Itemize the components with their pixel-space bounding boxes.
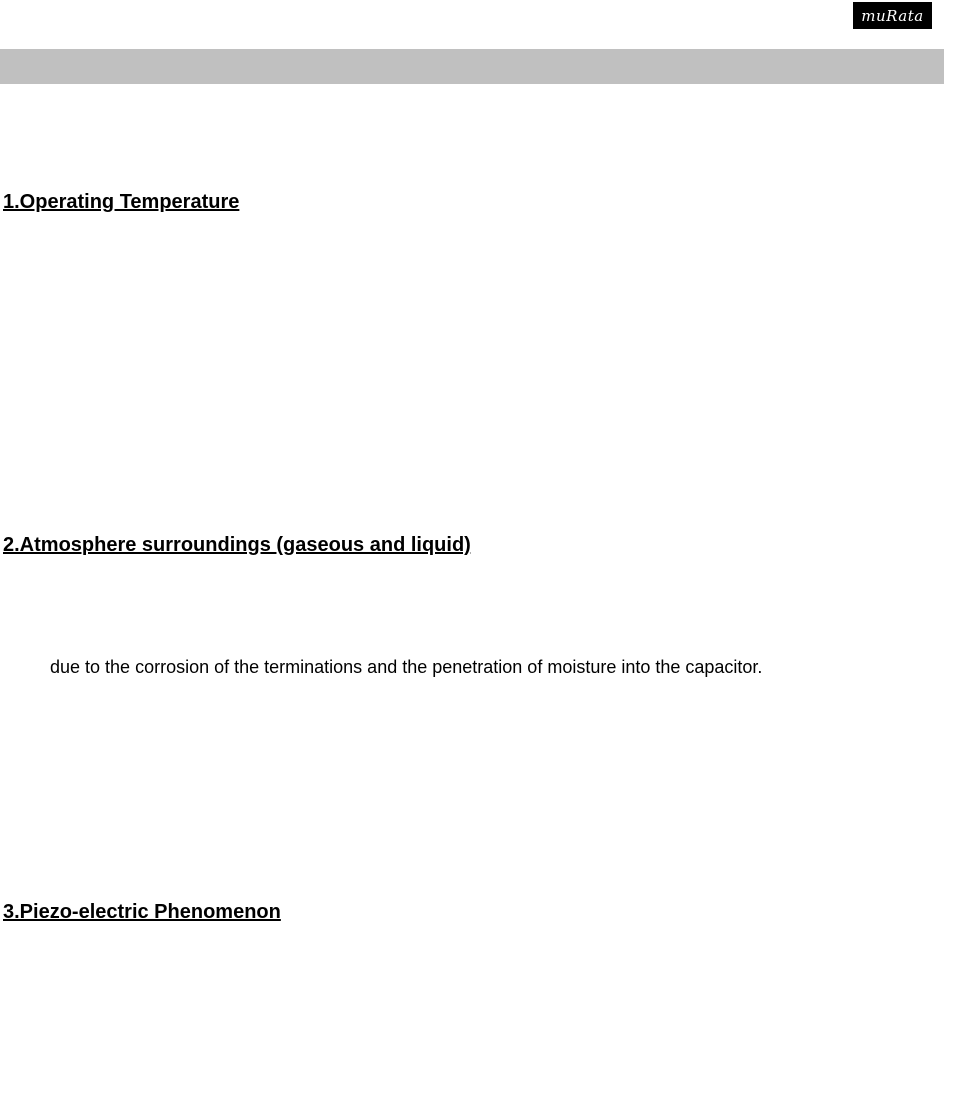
header-band <box>0 49 944 84</box>
section-body-text: due to the corrosion of the terminations and the penetration of moisture into the capacitor. <box>50 657 763 677</box>
section-heading-operating-temperature: 1.Operating Temperature <box>3 191 240 213</box>
logo-wordmark: muRata <box>861 6 924 25</box>
section-heading-piezo-electric: 3.Piezo-electric Phenomenon <box>3 901 281 923</box>
murata-logo <box>853 2 932 29</box>
section-heading-atmosphere-surroundings: 2.Atmosphere surroundings (gaseous and liquid) <box>3 534 471 556</box>
